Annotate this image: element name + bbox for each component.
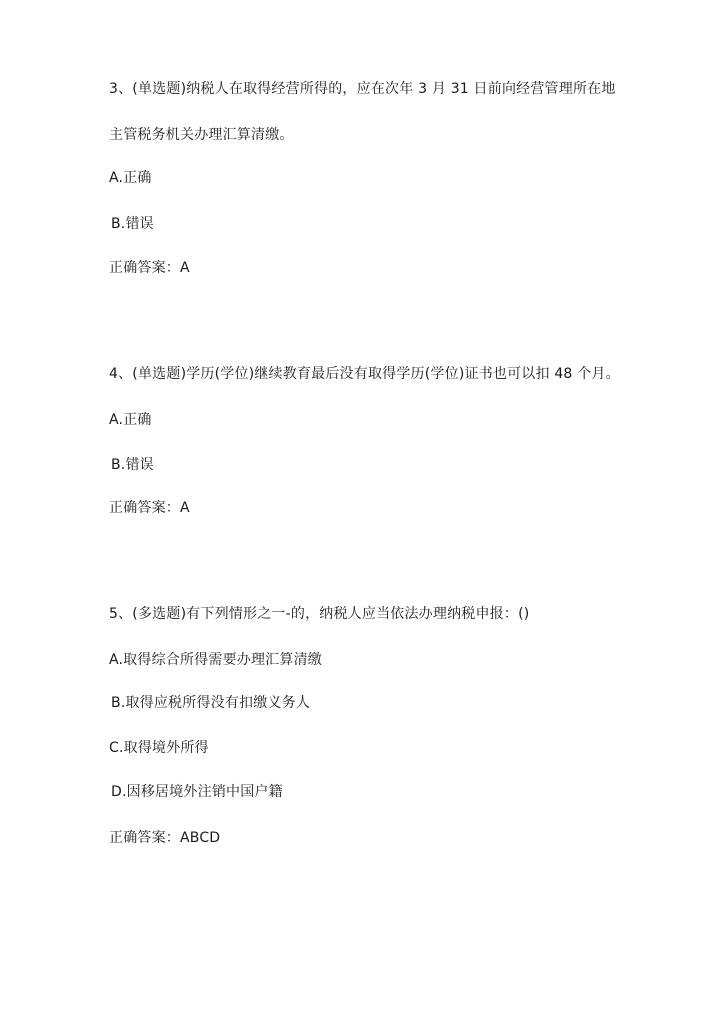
question-5-option-a: A.取得综合所得需要办理汇算清缴 [109, 652, 322, 668]
question-4-answer: 正确答案：A [109, 500, 190, 516]
question-4-stem-line-1: 4、(单选题)学历(学位)继续教育最后没有取得学历(学位)证书也可以扣 48 个月。 [109, 366, 620, 382]
question-3-stem-line-2: 主管税务机关办理汇算清缴。 [109, 127, 294, 143]
question-5-option-c: C.取得境外所得 [109, 740, 209, 756]
question-3-answer: 正确答案：A [109, 260, 190, 276]
question-4-option-b: B.错误 [111, 457, 154, 473]
question-3-option-b: B.错误 [111, 216, 154, 232]
question-5-option-b: B.取得应税所得没有扣缴义务人 [111, 695, 311, 711]
question-3-option-a: A.正确 [109, 170, 152, 186]
question-5-answer: 正确答案：ABCD [109, 830, 221, 846]
question-4-option-a: A.正确 [109, 412, 152, 428]
question-3-stem-line-1: 3、(单选题)纳税人在取得经营所得的，应在次年 3 月 31 日前向经营管理所在地 [109, 81, 616, 97]
question-5-option-d: D.因移居境外注销中国户籍 [111, 784, 283, 800]
question-5-stem-line-1: 5、(多选题)有下列情形之一-的，纳税人应当依法办理纳税申报：() [109, 606, 530, 622]
